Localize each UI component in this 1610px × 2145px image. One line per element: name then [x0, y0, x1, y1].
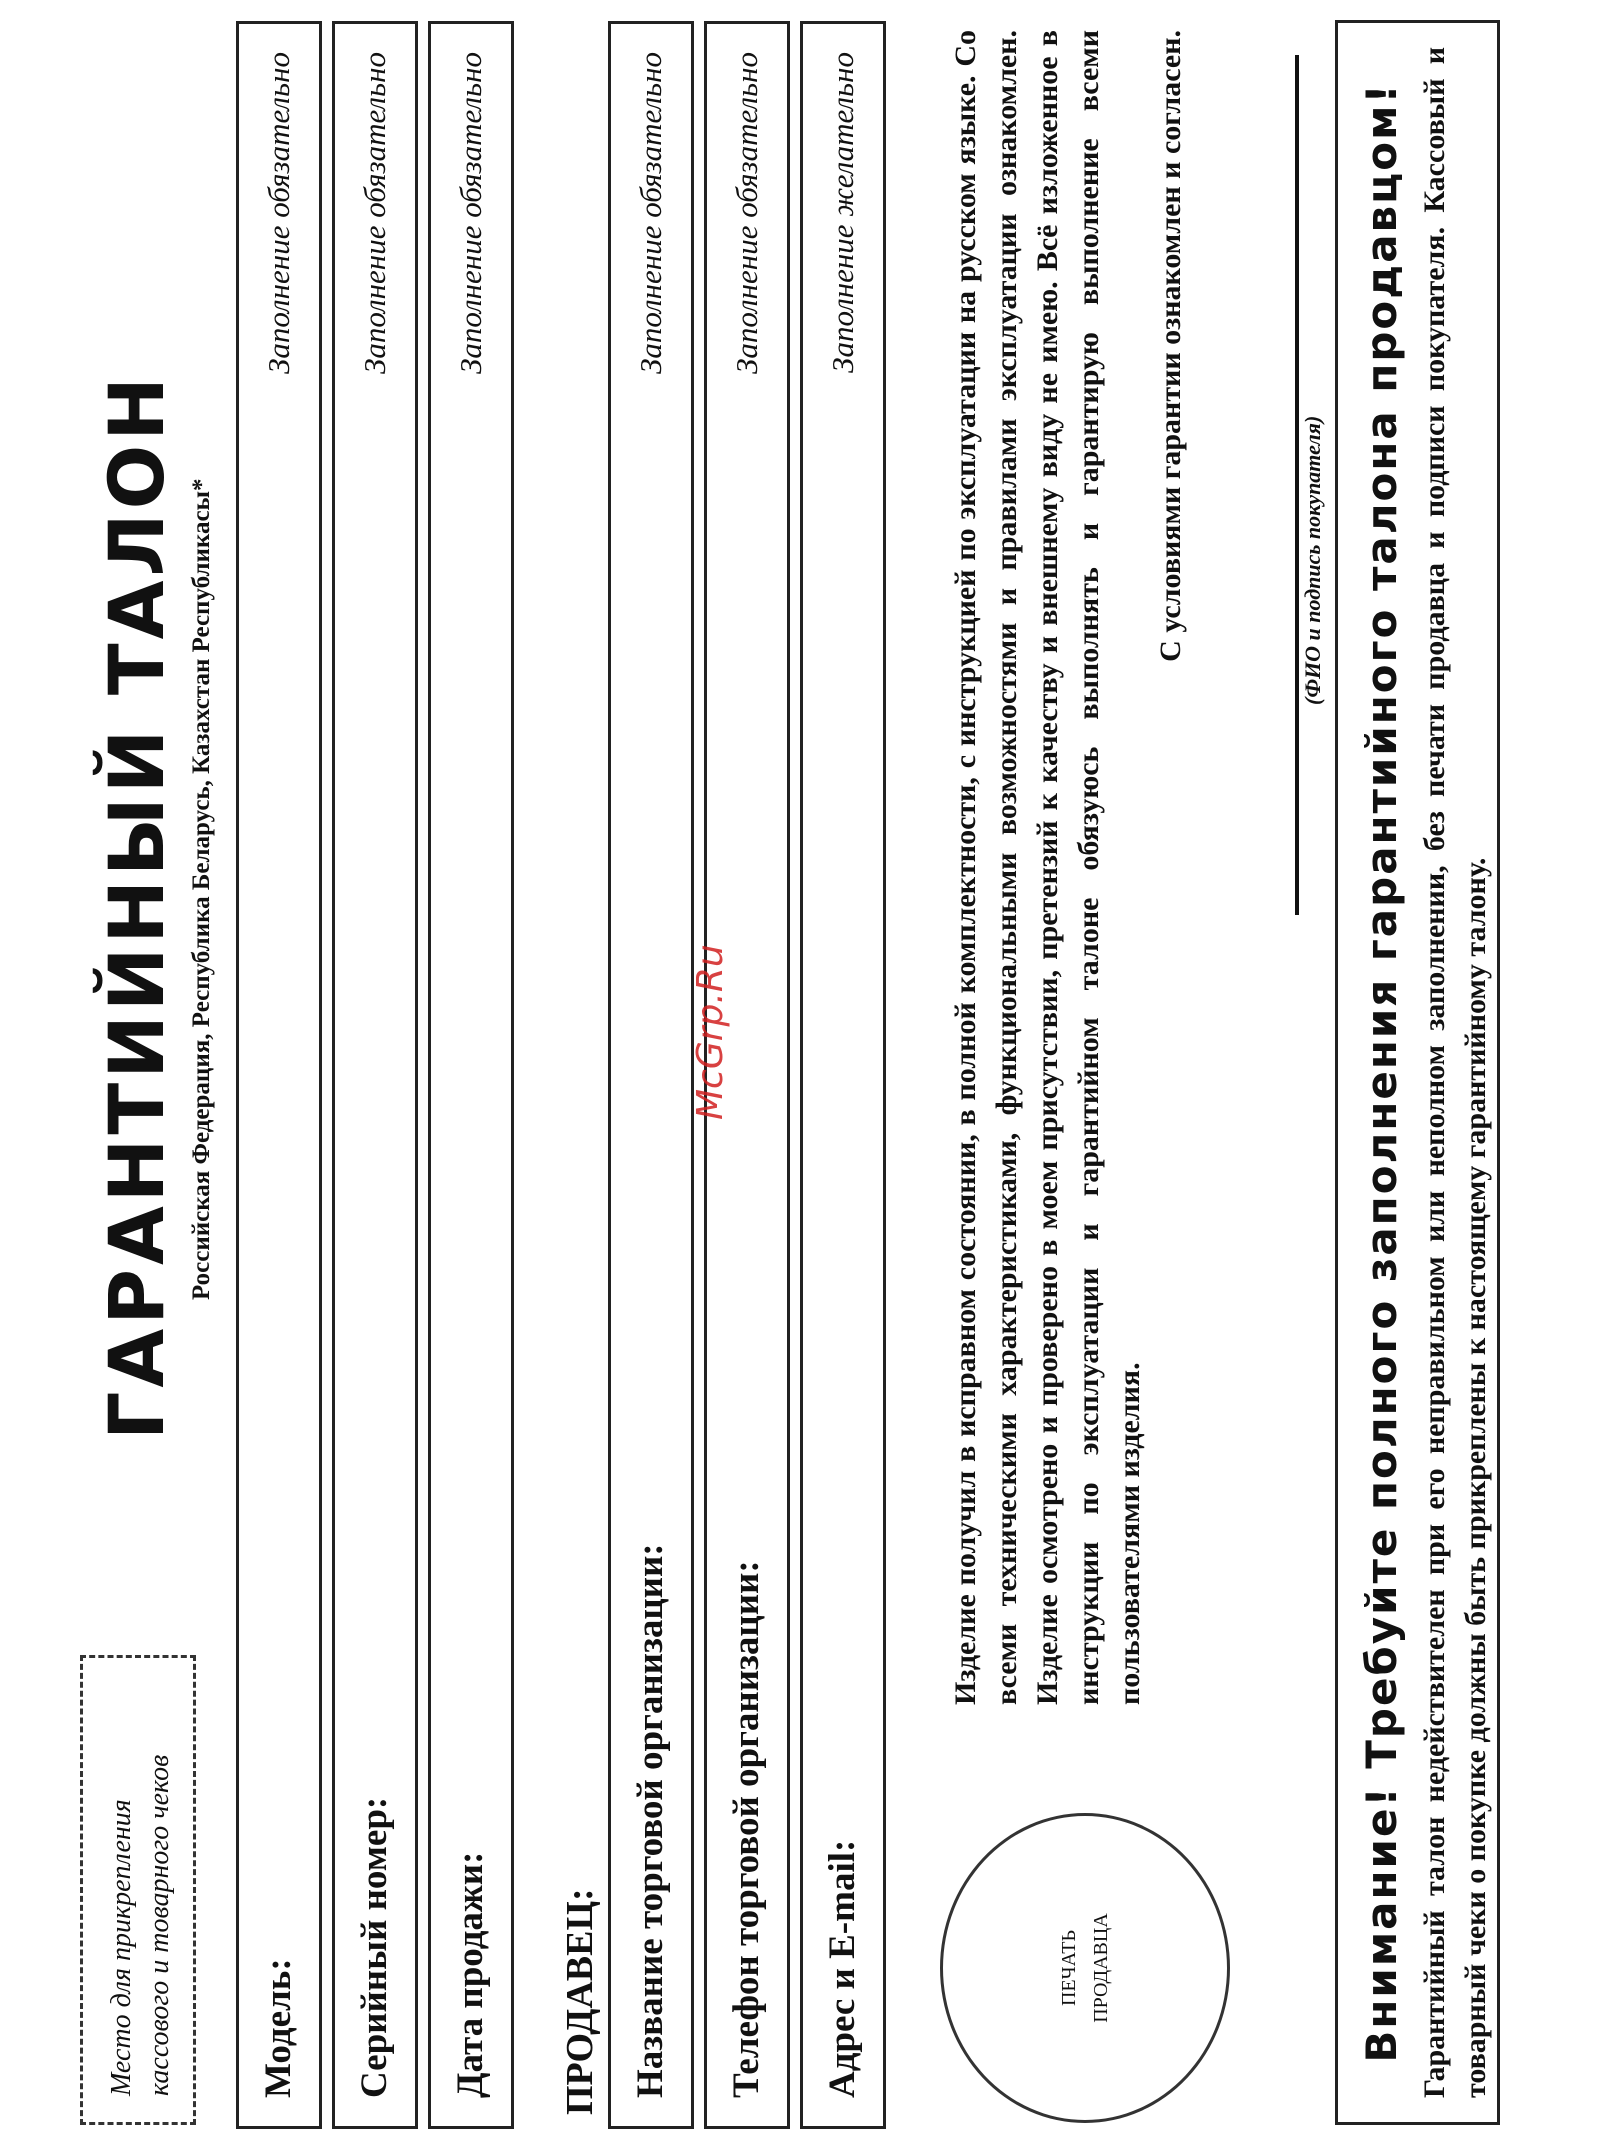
stamp-line1: ПЕЧАТЬ — [1058, 1929, 1080, 2007]
seller-stamp-circle[interactable] — [940, 1813, 1230, 2123]
stamp-line2: ПРОДАВЦА — [1090, 1913, 1112, 2023]
field-requirement: Заполнение обязательно — [633, 52, 668, 374]
receipt-attachment-area — [80, 1655, 196, 2125]
signature-caption: (ФИО и подпись покупателя) — [1300, 415, 1325, 705]
field-requirement: Заполнение обязательно — [453, 52, 488, 374]
field-serial-number[interactable] — [332, 21, 418, 2129]
field-label: Модель: — [258, 1958, 299, 2098]
field-org-name[interactable] — [608, 21, 694, 2129]
field-label: Серийный номер: — [354, 1796, 395, 2098]
receipt-area-line2: кассового и товарного чеков — [144, 1754, 175, 2096]
signature-line[interactable] — [1295, 55, 1299, 915]
attention-text: Гарантийный талон недействителен при его неправильном или неполном заполнении, без печати продавца и подписи покупателя. Кассовый и товарный чеки о покупке должны быть прикреплены к настоящему гарантийному талону. — [1418, 47, 1492, 2098]
field-label: Название торговой организации: — [630, 1543, 671, 2098]
field-requirement: Заполнение желательно — [825, 52, 860, 373]
field-label: Адрес и E-mail: — [822, 1839, 863, 2098]
seller-heading: ПРОДАВЕЦ: — [559, 1888, 601, 2115]
field-requirement: Заполнение обязательно — [261, 52, 296, 374]
field-label: Телефон торговой организации: — [726, 1560, 767, 2098]
document-title: ГАРАНТИЙНЫЙ ТАЛОН — [92, 373, 181, 1440]
acceptance-text: Изделие получил в исправном состоянии, в полной комплектности, с инструкцией по эксплуатации на русском языке. Со всеми техническими характеристиками, функциональными возможностями и правилами эксплуатации ознакомлен. Изделие осмотрено и проверено в моем присутствии, претензий к качеству и внешнему виду не имею. Всё изложенное в инструкции по эксплуатации и гарантийном талоне обязуюсь выполнять и гарантирую выполнение всеми пользователями изделия. — [949, 30, 1146, 1705]
field-sale-date[interactable] — [428, 21, 514, 2129]
watermark: McGrp.Ru — [690, 944, 731, 1120]
acceptance-agree: С условиями гарантии ознакомлен и согласен. — [1154, 30, 1187, 662]
field-address-email[interactable] — [800, 21, 886, 2129]
field-model[interactable] — [236, 21, 322, 2129]
field-label: Дата продажи: — [450, 1851, 491, 2098]
attention-box — [1335, 20, 1500, 2125]
receipt-area-line1: Место для прикрепления — [106, 1799, 137, 2096]
acceptance-statement — [945, 30, 1191, 1705]
field-requirement: Заполнение обязательно — [729, 52, 764, 374]
attention-title: Внимание! Требуйте полного заполнения гарантийного талона продавцом! — [1357, 82, 1406, 2063]
field-requirement: Заполнение обязательно — [357, 52, 392, 374]
countries-subtitle: Российская Федерация, Республика Беларусь, Казахстан Республикасы* — [188, 478, 215, 1300]
